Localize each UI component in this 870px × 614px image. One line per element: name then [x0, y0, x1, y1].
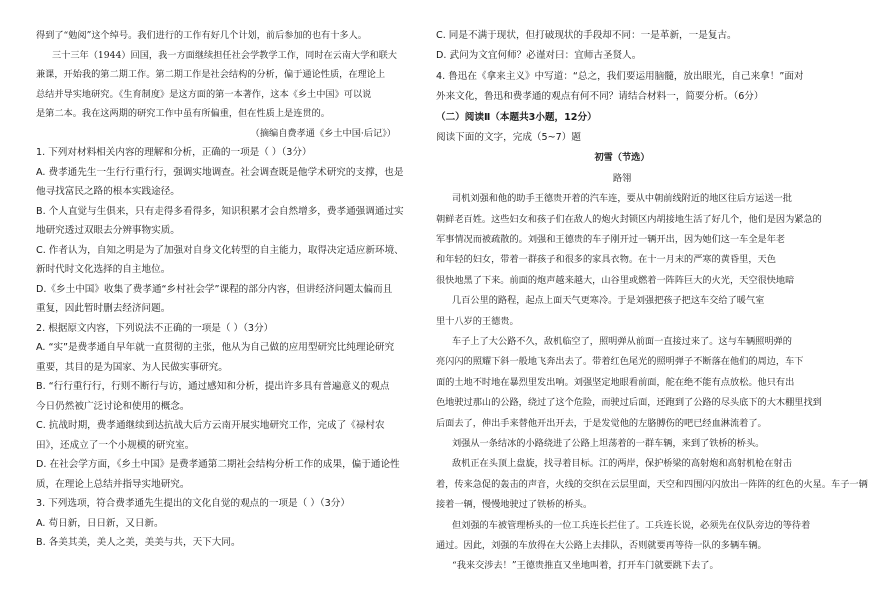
left-column-line: A. 苟日新，日日新，又日新。 [36, 517, 164, 529]
left-column-line: 是第二本。我在这两期的研究工作中虽有所偏重，但在性质上是连贯的。 [36, 108, 330, 119]
left-column-line: 他寻找富民之路的根本实践途径。 [36, 186, 180, 197]
right-column-line: D. 武问为文宜何师？必谨对曰：宜师古圣贤人。 [436, 50, 642, 62]
right-column-line: （二）阅读Ⅱ（本题共3小题，12分） [436, 111, 597, 123]
left-column-line: 2. 根据原文内容，下列说法不正确的一项是（ ）（3分） [36, 322, 274, 334]
right-column-line: 着，传来急促的轰击的声音，火线的交织在云层里面，天空和四围闪闪放出一阵阵的红色的火星。车子一辆 [436, 478, 868, 490]
left-column-line: C. 作者认为，自知之明是为了加强对自身文化转型的自主能力，取得决定适应新环境、 [36, 244, 404, 256]
right-column-line: 朝鲜老百姓。这些妇女和孩子们在敌人的炮火封锁区内胡接地生活了好几个，他们是因为紧急的 [436, 213, 822, 225]
right-column-line: 初雪（节选） [594, 152, 650, 164]
right-column-line: 面的土地不时地在暴烈里发出响。刘强坚定地眼看前面，舵在绝不能有点放松。他只有出 [436, 376, 795, 388]
left-column-line: 三十三年（1944）回国，我一方面继续担任社会学教学工作，同时在云南大学和联大 [52, 49, 397, 61]
right-column-line: 军事情况而被疏散的。刘强和王德贵的车子刚开过一辆开出，因为她们这一车全是年老 [436, 234, 786, 245]
left-column-line: 兼课，开始我的第二期工作。第二期工作是社会结构的分析，偏于通论性质，在理论上 [36, 69, 386, 80]
left-column-line: B. 个人直觉与生俱来，只有走得多看得多，知识积累才会自然增多，费孝通强调通过实 [36, 205, 404, 217]
right-column-line: 车子上了大公路不久，敌机临空了，照明弹从前面一直接过来了。这与车辆照明弹的 [452, 336, 792, 347]
right-column-line: 色地驶过那山的公路，绕过了这个危险，而驶过后面，还跑到了公路的尽头底下的大木棚里找到 [436, 397, 822, 409]
left-column-line: 田》，还成立了一个小规模的研究室。 [36, 439, 195, 451]
right-column-line: 后面去了，伸出手来替他开出开去，于是发觉他的左胳膊伤的吧已经血淋流着了。 [436, 417, 767, 429]
left-column-line: B. 各美其美，美人之美，美美与共，天下大同。 [36, 537, 241, 548]
left-column-line: 质，在理论上总结并指导实地研究。 [36, 478, 190, 490]
right-column-line: 刘强从一条结冰的小路绕进了公路上坦荡着的一群车辆，来到了铁桥的桥头。 [452, 438, 765, 449]
right-column-line: 和年轻的妇女，带着一群孩子和很多的家具衣物。在十一月末的严寒的黄昏里，天色 [436, 254, 776, 266]
left-column-line: 重复，因此暂时删去经济问题。 [36, 303, 171, 314]
right-column-line: 外来文化，鲁迅和费孝通的观点有何不同？请结合材料一，简要分析。（6分） [436, 91, 764, 103]
right-column-line: 几百公里的路程，起点上面天气更寒冷。于是刘强把孩子把这车交给了暖气室 [452, 295, 765, 307]
right-column-line: “我来交涉去！”王德贵推直又坐地叫着，打开车门就要跳下去了。 [452, 560, 719, 572]
right-column-line: 阅读下面的文字，完成（5~7）题 [436, 132, 581, 143]
right-column-line: 敌机正在头顶上盘旋，找寻着目标。江的两岸，保护桥梁的高射炮和高射机枪在射击 [452, 458, 792, 470]
left-column-line: A. “实”是费孝通自早年就一直贯彻的主张，他从为自己做的应用型研究比纯理论研究 [36, 342, 395, 353]
left-column-line: B. “行行重行行，行则不断行与访，通过感知和分析，提出许多具有普遍意义的观点 [36, 381, 390, 392]
left-column-line: 总结并导实地研究。《生育制度》是这方面的第一本著作，这本《乡土中国》可以说 [36, 88, 372, 100]
right-column-line: 司机刘强和他的助手王德贵开着的汽车连，要从中朝前线附近的地区往后方运送一批 [452, 193, 792, 205]
left-column-line: （摘编自费孝通《乡土中国·后记》） [250, 127, 396, 139]
left-column-line: 3. 下列选项，符合费孝通先生提出的文化自觉的观点的一项是（ ）（3分） [36, 498, 350, 509]
right-column-line: 通过。因此，刘强的车放得在大公路上去排队，否则就要再等待一队的多辆车辆。 [436, 540, 767, 551]
right-column-line: 路翎 [612, 172, 632, 184]
right-column-line: 里十八岁的王德贵。 [436, 315, 519, 327]
left-column-line: 1. 下列对材料相关内容的理解和分析，正确的一项是（ ）（3分） [36, 147, 312, 158]
left-column-line: 新时代时文化选择的自主地位。 [36, 264, 171, 275]
right-column-line: 4. 鲁迅在《拿来主义》中写道：“总之，我们要运用脑髓，放出眼光，自己来拿！”面对 [436, 70, 804, 82]
right-column-line: C. 同是不满于现状，但打破现状的手段却不同：一是革新，一是复古。 [436, 30, 737, 41]
left-column-line: 重要，其目的是为国家、为人民做实事研究。 [36, 361, 228, 373]
left-column-line: 地研究透过双眼去分辨事物实质。 [36, 225, 180, 236]
right-column-line: 接着一辆，慢慢地驶过了铁桥的桥头。 [436, 499, 593, 511]
right-column-line: 很快地黑了下来。前面的炮声越来越大，山谷里或燃着一阵阵巨大的火光，天空很快地暗 [436, 274, 795, 286]
left-column-line: 今日仍然被广泛讨论和使用的概念。 [36, 400, 190, 412]
left-column-line: D. 在社会学方面，《乡土中国》是费孝通第二期社会结构分析工作的成果，偏于通论性 [36, 459, 400, 470]
right-column-line: 亮闪闪的照耀下斜一般地飞奔出去了。带着红色尾光的照明弹子不断落在他们的周边，车下 [436, 356, 804, 368]
right-column-line: 但刘强的车被管理桥头的一位工兵连长拦住了。工兵连长说，必须先在仪队旁边的等待着 [452, 519, 811, 531]
left-column-line: C. 抗战时期，费孝通继续到达抗战大后方云南开展实地研究工作，完成了《禄村农 [36, 420, 385, 431]
left-column-line: A. 费孝通先生一生行行重行行，强调实地调查。社会调查既是他学术研究的支撑，也是 [36, 166, 404, 178]
left-column-line: D.《乡土中国》收集了费孝通“乡村社会学”课程的部分内容，但讲经济问题太偏而且 [36, 283, 393, 295]
left-column-line: 得到了“勉阅”这个绰号。我们进行的工作有好几个计划，前后参加的也有十多人。 [36, 30, 367, 41]
